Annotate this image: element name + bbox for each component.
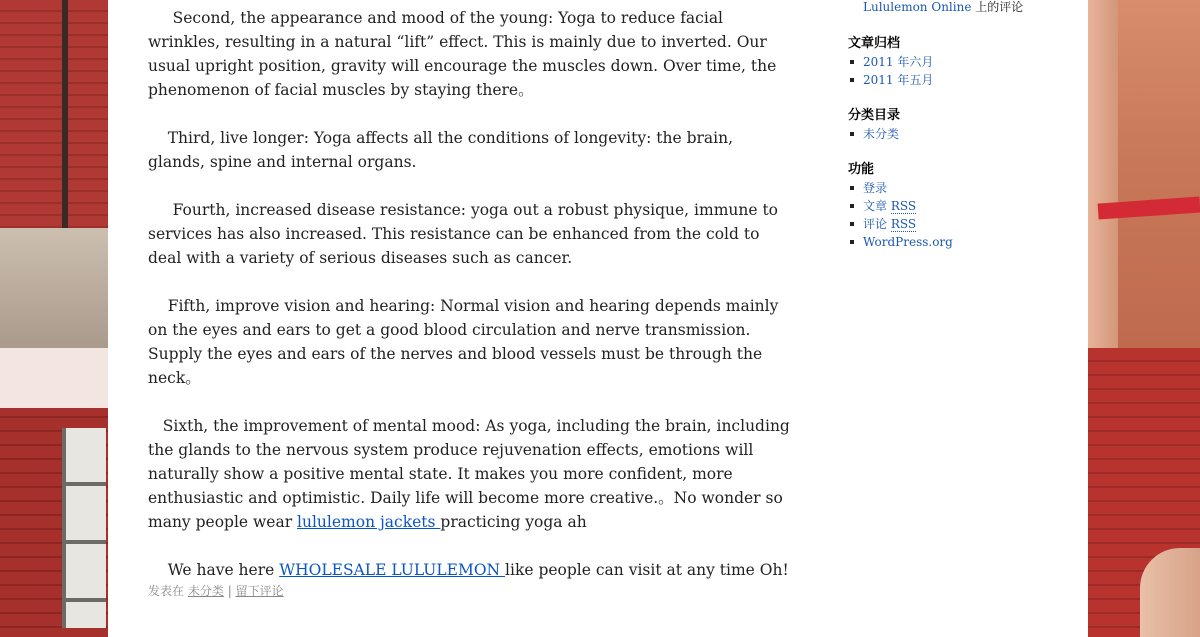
entries-rss-prefix: 文章 [863, 199, 891, 213]
widget-meta [848, 161, 953, 251]
meta-list [848, 179, 953, 251]
list-item [848, 179, 953, 197]
list-item [848, 197, 953, 215]
lululemon-jackets-link[interactable]: lululemon jackets [297, 513, 441, 531]
list-item [848, 125, 900, 143]
recent-comment-author-link[interactable]: Lululemon Online [863, 0, 972, 14]
post-paragraph-fifth: Fifth, improve vision and hearing: Normal vision and hearing depends mainly on the eyes and ears to get a good blood circulation and nerve transmission. Supply the eyes and ears of the nerves and blood vessels must be through the neck。 [148, 297, 779, 387]
seventh-text: We have here [148, 561, 280, 579]
post-body [148, 6, 790, 606]
comments-rss-abbr: RSS [890, 217, 917, 231]
entries-rss-link[interactable] [863, 199, 916, 214]
meta-separator: | [227, 584, 232, 598]
comments-rss-prefix: 评论 [863, 217, 891, 231]
post-paragraph-second: Second, the appearance and mood of the young: Yoga to reduce facial wrinkles, resulting in a natural “lift” effect. This is mainly due to inverted. Our usual upright position, gravity will encourage the muscles down. Over time, the phenomenon of facial muscles by staying there。 [148, 9, 777, 99]
comments-rss-link[interactable] [863, 217, 916, 232]
sixth-text: Sixth, the improvement of mental mood: As yoga, including the brain, including the glands to the nervous system produce rejuvenation effects, emotions will naturally show a positive mental state. It makes you more confident, more enthusiastic and optimistic. Daily life will become more creative.。No wonder so many people wear [148, 417, 790, 531]
list-item [848, 215, 953, 233]
category-link[interactable]: 未分类 [187, 584, 224, 598]
post-paragraph-third: Third, live longer: Yoga affects all the conditions of longevity: the brain, glands, spine and internal organs. [148, 129, 734, 171]
background-arm [1088, 0, 1118, 348]
seventh-tail: like people can visit at any time Oh! [505, 561, 789, 579]
background-limb [1140, 548, 1200, 637]
background-window [62, 428, 106, 628]
entries-rss-abbr: RSS [890, 199, 917, 213]
category-uncategorized-link[interactable]: 未分类 [863, 127, 900, 141]
categories-list [848, 125, 900, 143]
background-photo-right-bottom [1088, 348, 1200, 637]
background-photo-left-bottom [0, 348, 108, 637]
archive-link-june[interactable]: 2011 年六月 [863, 55, 934, 69]
background-photo-left-top [0, 0, 108, 348]
background-sky [0, 348, 108, 408]
wordpress-org-link[interactable]: WordPress.org [863, 235, 953, 249]
list-item [848, 53, 933, 71]
leave-comment-link[interactable]: 留下评论 [235, 584, 284, 598]
recent-comment [863, 0, 1023, 16]
archives-title: 文章归档 [848, 36, 901, 51]
widget-archives [848, 35, 933, 89]
post-meta [148, 582, 284, 600]
login-link[interactable]: 登录 [863, 181, 888, 195]
posted-in-label: 发表在 [148, 584, 185, 598]
categories-title: 分类目录 [848, 108, 901, 123]
wholesale-lululemon-link[interactable]: WHOLESALE LULULEMON [279, 561, 506, 579]
sixth-tail: practicing yoga ah [440, 513, 587, 531]
meta-title: 功能 [848, 162, 875, 177]
page-content [108, 0, 1088, 637]
archive-link-may[interactable]: 2011 年五月 [863, 73, 934, 87]
post-paragraph-sixth [148, 414, 790, 534]
archives-list [848, 53, 933, 89]
recent-comment-suffix: 上的评论 [971, 0, 1024, 14]
background-photo-right-top [1088, 0, 1200, 348]
widget-categories [848, 107, 900, 143]
list-item [848, 71, 933, 89]
post-paragraph-seventh [148, 558, 790, 582]
background-ground [0, 228, 108, 348]
post-paragraph-fourth: Fourth, increased disease resistance: yoga out a robust physique, immune to services has also increased. This resistance can be enhanced from the cold to deal with a variety of serious diseases such as cancer. [148, 201, 779, 267]
list-item [848, 233, 953, 251]
